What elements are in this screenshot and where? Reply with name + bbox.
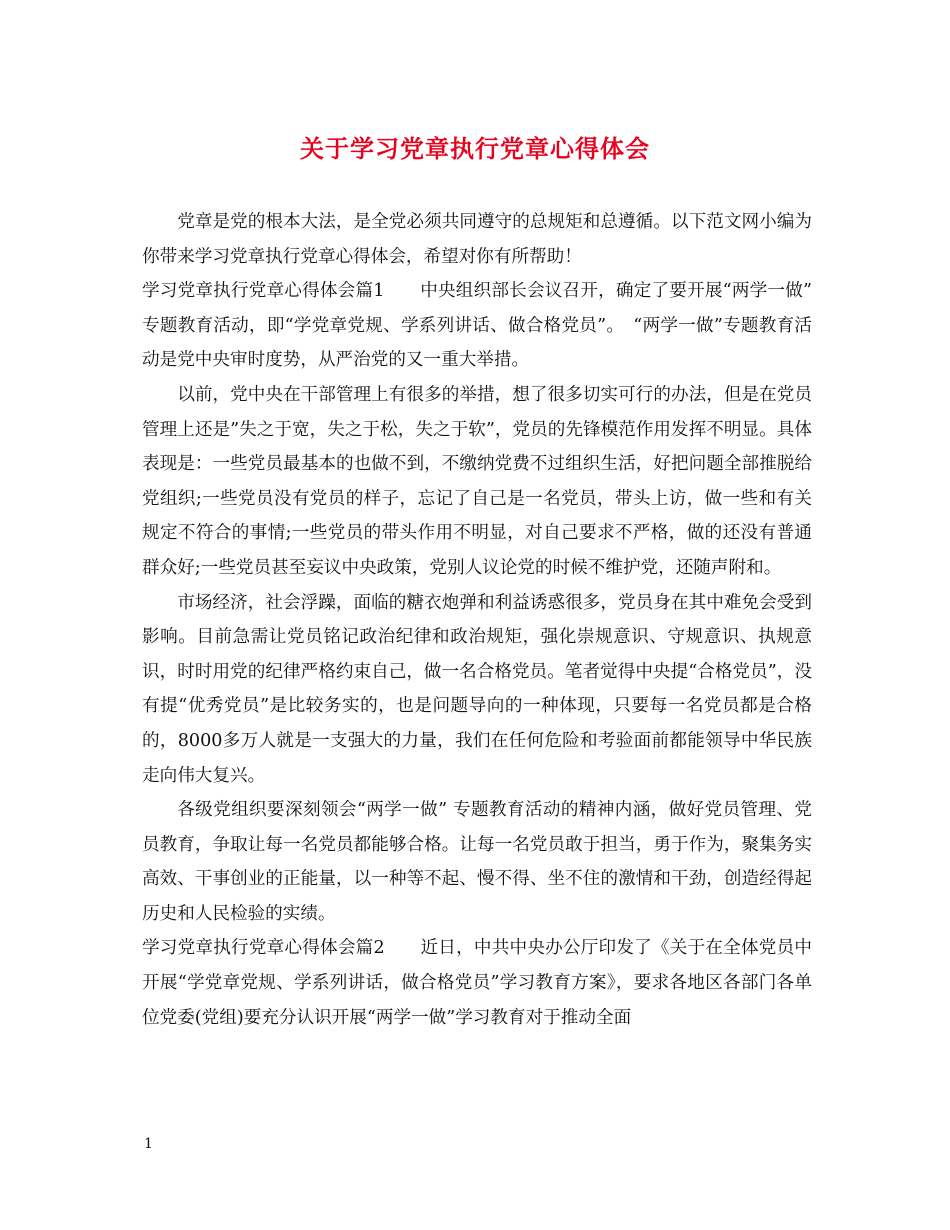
paragraph-market-economy: 市场经济，社会浮躁，面临的糖衣炮弹和利益诱惑很多，党员身在其中难免会受到影响。目前急需让党员铭记政治纪律和政治规矩，强化崇规意识、守规意识、执规意识，时时用党的纪律严格约束自己，做一名合格党员。笔者觉得中央提“合格党员”，没有提“优秀党员”是比较务实的，也是问题导向的一种体现，只要每一名党员都是合格的，8000多万人就是一支强大的力量，我们在任何危险和考验面前都能领导中华民族走向伟大复兴。 (142, 592, 812, 786)
paragraph-essay-1-heading: 学习党章执行党章心得体会篇1 中央组织部长会议召开，确定了要开展“两学一做” 专题教育活动，即“学党章党规、学系列讲话、做合格党员”。 “两学一做”专题教育活动是党中央审时度势，从严治党的又一重大举措。 (142, 281, 812, 371)
paragraph-party-management: 以前，党中央在干部管理上有很多的举措，想了很多切实可行的办法，但是在党员管理上还是”失之于宽，失之于松，失之于软”，党员的先锋模范作用发挥不明显。具体表现是：一些党员最基本的也做不到，不缴纳党费不过组织生活，好把问题全部推脱给党组织;一些党员没有党员的样子，忘记了自己是一名党员，带头上访，做一些和有关规定不符合的事情;一些党员的带头作用不明显，对自己要求不严格，做的还没有普通群众好;一些党员甚至妄议中央政策，党别人议论党的时候不维护党，还随声附和。 (142, 384, 812, 578)
page-title: 关于学习党章执行党章心得体会 (300, 134, 650, 163)
page-number: 1 (144, 1136, 153, 1152)
paragraph-essay-2-heading: 学习党章执行党章心得体会篇2 近日，中共中央办公厅印发了《关于在全体党员中开展“学党章党规、学系列讲话，做合格党员”学习教育方案》，要求各地区各部门各单位党委(党组)要充分认识开展“两学一做”学习教育对于推动全面 (142, 938, 812, 1028)
paragraph-party-organizations: 各级党组织要深刻领会“两学一做” 专题教育活动的精神内涵，做好党员管理、党员教育，争取让每一名党员都能够合格。让每一名党员敢于担当，勇于作为，聚集务实高效、干事创业的正能量，以一种等不起、慢不得、坐不住的激情和干劲，创造经得起历史和人民检验的实绩。 (142, 800, 812, 924)
document-body (142, 205, 812, 1035)
paragraph-intro: 党章是党的根本大法，是全党必须共同遵守的总规矩和总遵循。以下范文网小编为你带来学习党章执行党章心得体会，希望对你有所帮助！ (142, 212, 812, 267)
